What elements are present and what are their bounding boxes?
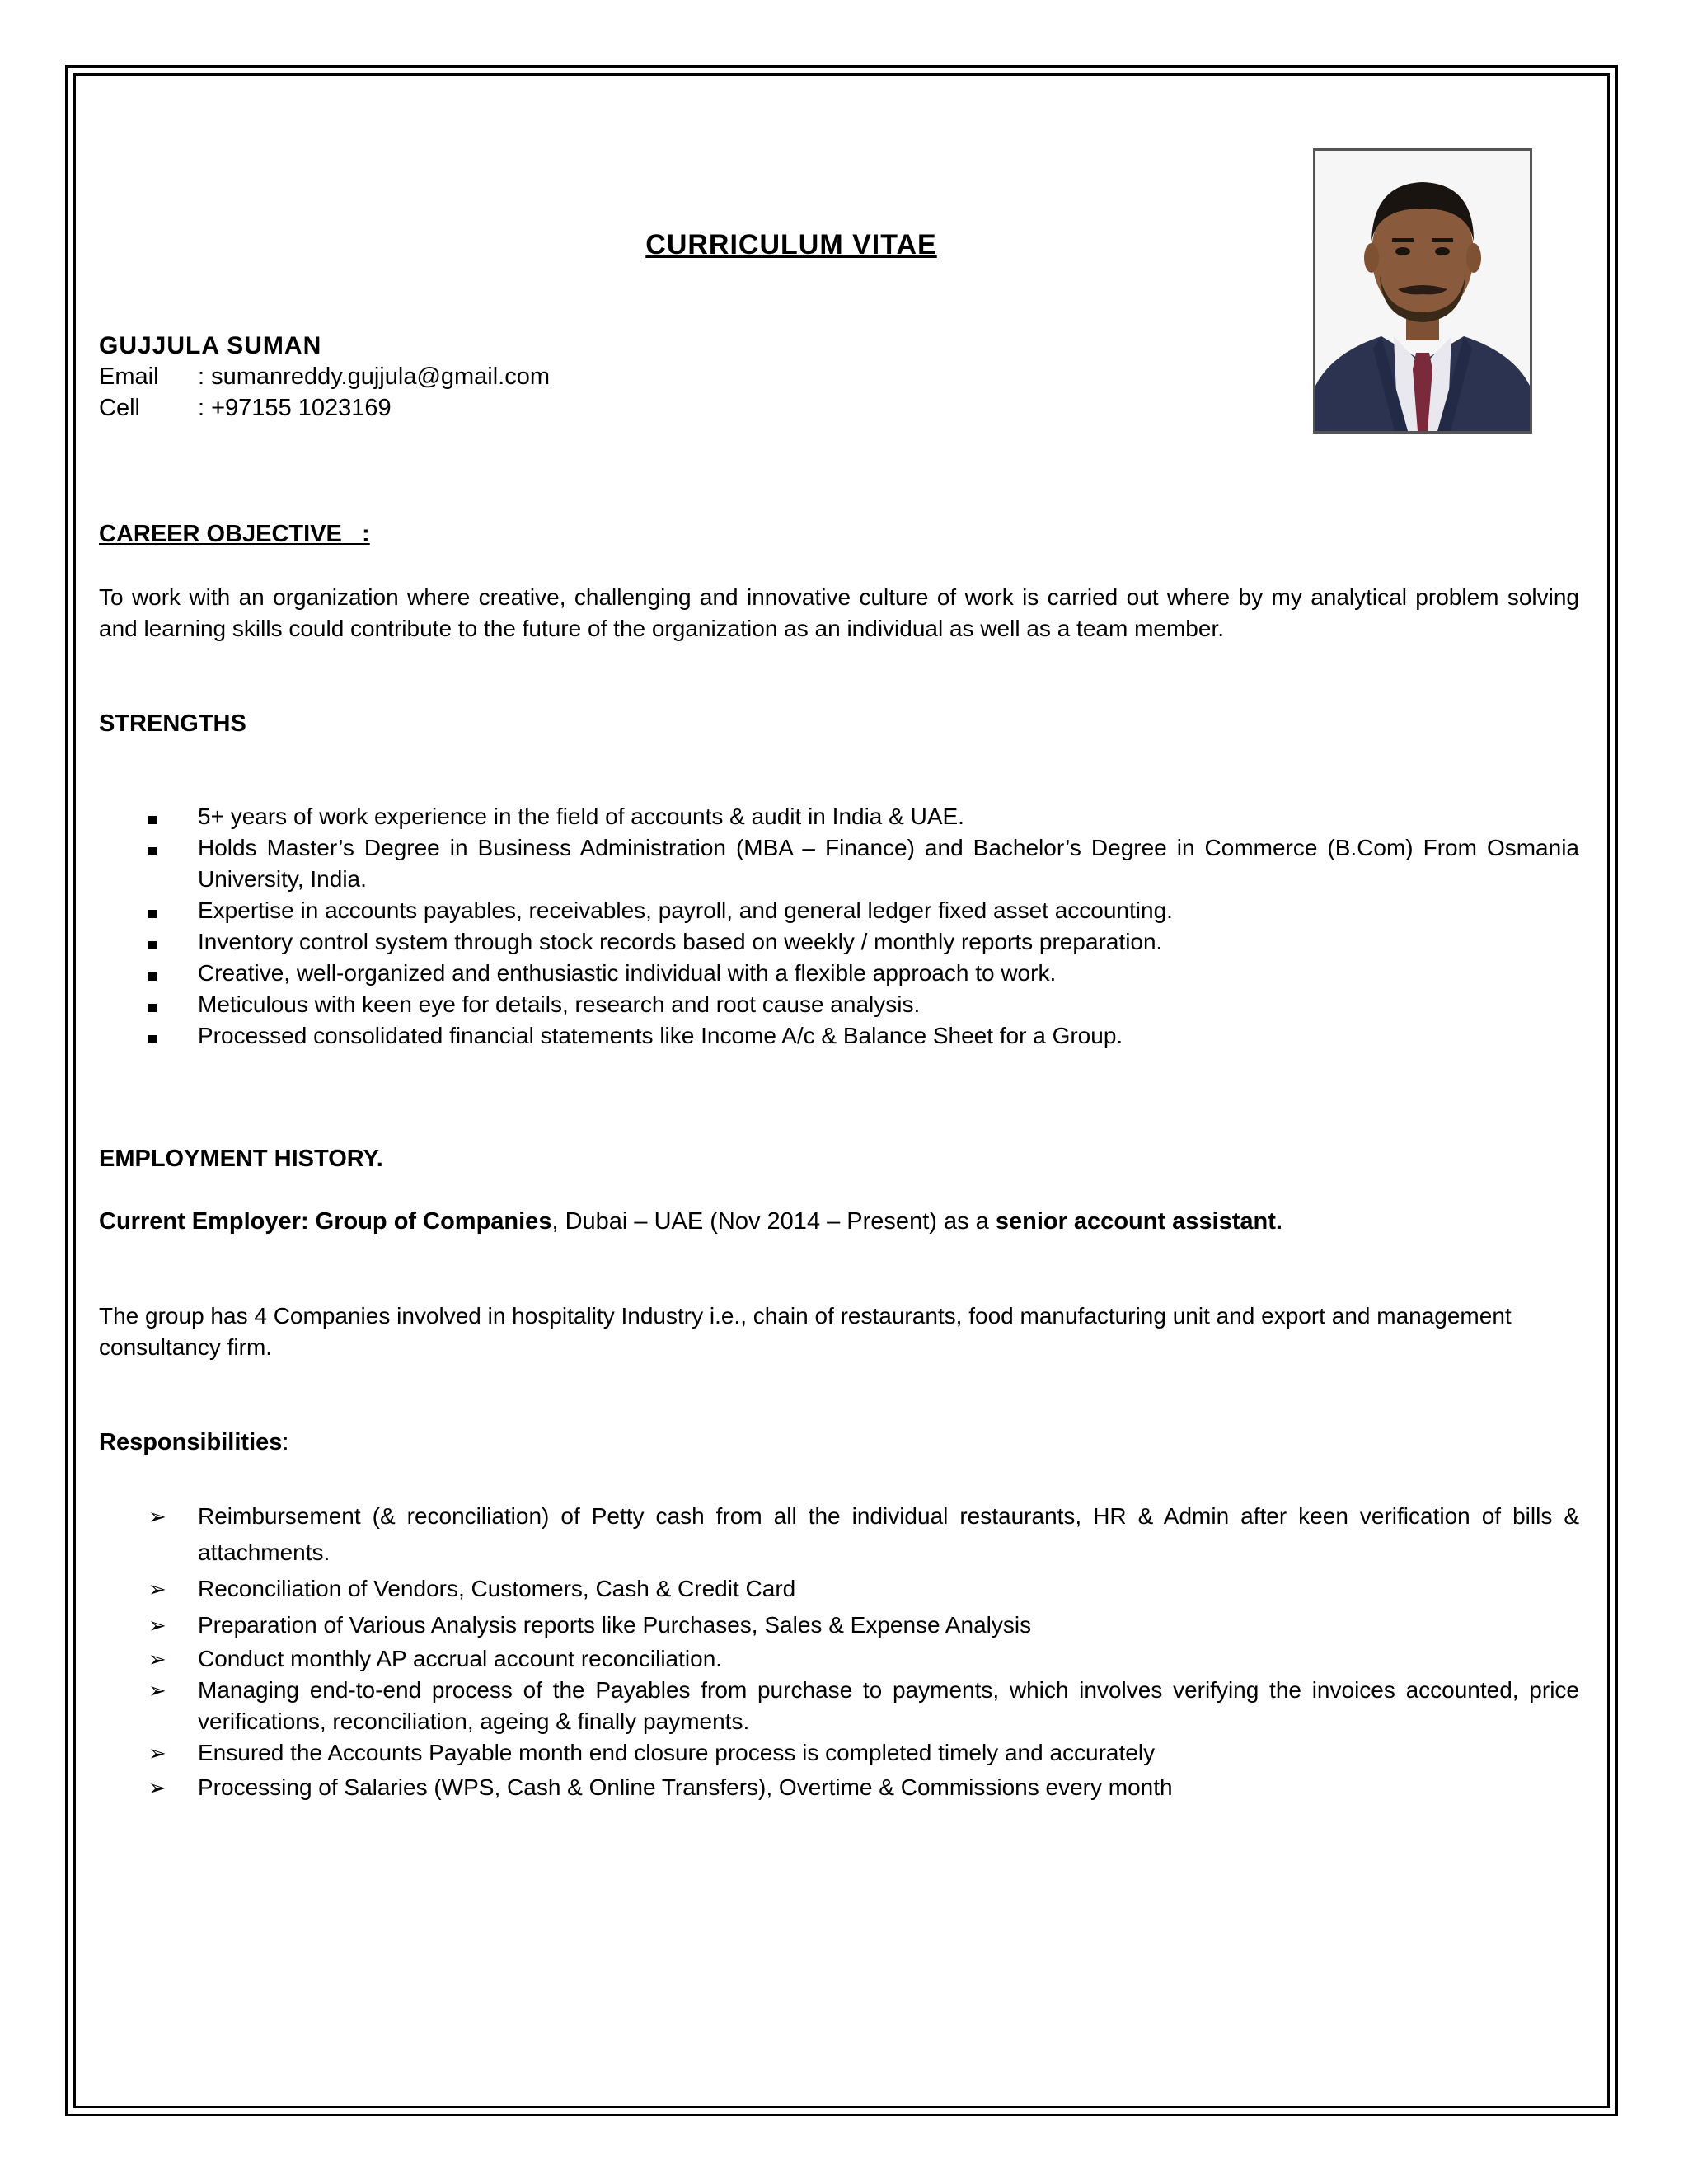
responsibility-item-text: Managing end-to-end process of the Payables from purchase to payments, which involves verifying the invoices accounted, price verifications, reconciliation, ageing & finally payments.: [198, 1677, 1579, 1734]
square-bullet-icon: [148, 926, 157, 958]
responsibilities-heading-colon: :: [282, 1429, 289, 1455]
responsibility-item-text: Reimbursement (& reconciliation) of Petty cash from all the individual restaurants, HR & Admin after keen verification of bills & attachments.: [198, 1503, 1579, 1565]
strength-item-text: Creative, well-organized and enthusiastic individual with a flexible approach to work.: [198, 960, 1057, 986]
square-bullet-icon: [148, 801, 157, 832]
strength-item: [99, 1020, 1579, 1052]
strengths-list: [99, 801, 1579, 1052]
strength-item: [99, 832, 1579, 895]
profile-photo: [1313, 148, 1532, 434]
cell-label: Cell: [99, 395, 140, 421]
strength-item: [99, 958, 1579, 989]
email-label: Email: [99, 363, 159, 390]
square-bullet-icon: [148, 958, 157, 989]
responsibility-item-text: Conduct monthly AP accrual account reconciliation.: [198, 1646, 723, 1671]
strength-item: [99, 989, 1579, 1020]
arrow-bullet-icon: ➢: [148, 1647, 166, 1671]
arrow-bullet-icon: ➢: [148, 1678, 166, 1703]
square-bullet-icon: [148, 1020, 157, 1052]
arrow-bullet-icon: ➢: [148, 1504, 166, 1529]
cell-line: [99, 395, 392, 422]
responsibility-item: [99, 1643, 1579, 1675]
employment-heading: EMPLOYMENT HISTORY.: [99, 1146, 383, 1172]
current-employer-line: [99, 1208, 1282, 1235]
candidate-name: GUJJULA SUMAN: [99, 332, 322, 359]
arrow-bullet-icon: ➢: [148, 1577, 166, 1601]
responsibility-item: [99, 1737, 1579, 1769]
responsibility-item: [99, 1607, 1579, 1643]
responsibility-item: [99, 1675, 1579, 1737]
responsibility-item: [99, 1769, 1579, 1807]
arrow-bullet-icon: ➢: [148, 1775, 166, 1800]
employer-label: Current Employer: Group of Companies: [99, 1208, 552, 1235]
strength-item-text: 5+ years of work experience in the field of accounts & audit in India & UAE.: [198, 804, 964, 829]
email-line: [99, 363, 550, 391]
strength-item-text: Inventory control system through stock records based on weekly / monthly reports preparation.: [198, 929, 1163, 954]
cell-value: : +97155 1023169: [198, 395, 392, 421]
square-bullet-icon: [148, 832, 157, 864]
employer-position: senior account assistant.: [995, 1208, 1282, 1235]
strength-item: [99, 926, 1579, 958]
strength-item-text: Processed consolidated financial statements like Income A/c & Balance Sheet for a Group.: [198, 1023, 1123, 1048]
strength-item-text: Expertise in accounts payables, receivables, payroll, and general ledger fixed asset accounting.: [198, 898, 1173, 923]
document-title: CURRICULUM VITAE: [645, 229, 937, 260]
responsibilities-heading: Responsibilities: [99, 1429, 283, 1455]
responsibilities-heading-line: [99, 1429, 288, 1456]
square-bullet-icon: [148, 895, 157, 926]
responsibility-item: [99, 1571, 1579, 1607]
strength-item: [99, 801, 1579, 832]
career-objective-heading: CAREER OBJECTIVE :: [99, 521, 370, 547]
responsibility-item-text: Reconciliation of Vendors, Customers, Cash & Credit Card: [198, 1576, 796, 1601]
arrow-bullet-icon: ➢: [148, 1613, 166, 1638]
responsibility-item-text: Preparation of Various Analysis reports like Purchases, Sales & Expense Analysis: [198, 1612, 1032, 1638]
responsibility-item: [99, 1498, 1579, 1571]
responsibility-item-text: Ensured the Accounts Payable month end closure process is completed timely and accurately: [198, 1740, 1156, 1765]
responsibilities-list: [99, 1498, 1579, 1807]
strength-item: [99, 895, 1579, 926]
person-portrait-icon: [1315, 151, 1530, 431]
square-bullet-icon: [148, 989, 157, 1020]
arrow-bullet-icon: ➢: [148, 1741, 166, 1765]
group-description: The group has 4 Companies involved in hospitality Industry i.e., chain of restaurants, food manufacturing unit and export and management consultancy firm.: [99, 1303, 1512, 1360]
email-value: : sumanreddy.gujjula@gmail.com: [198, 363, 551, 390]
strength-item-text: Meticulous with keen eye for details, research and root cause analysis.: [198, 991, 921, 1017]
career-objective-text: To work with an organization where creative, challenging and innovative culture of work is carried out where by my analytical problem solving and learning skills could contribute to the future of the organization as an individual as well as a team member.: [99, 584, 1579, 641]
responsibility-item-text: Processing of Salaries (WPS, Cash & Online Transfers), Overtime & Commissions every month: [198, 1774, 1173, 1800]
strengths-heading: STRENGTHS: [99, 710, 246, 737]
strength-item-text: Holds Master’s Degree in Business Administration (MBA – Finance) and Bachelor’s Degree in Commerce (B.Com) From Osmania University, India.: [198, 835, 1579, 892]
employer-detail: , Dubai – UAE (Nov 2014 – Present) as a: [551, 1208, 996, 1235]
